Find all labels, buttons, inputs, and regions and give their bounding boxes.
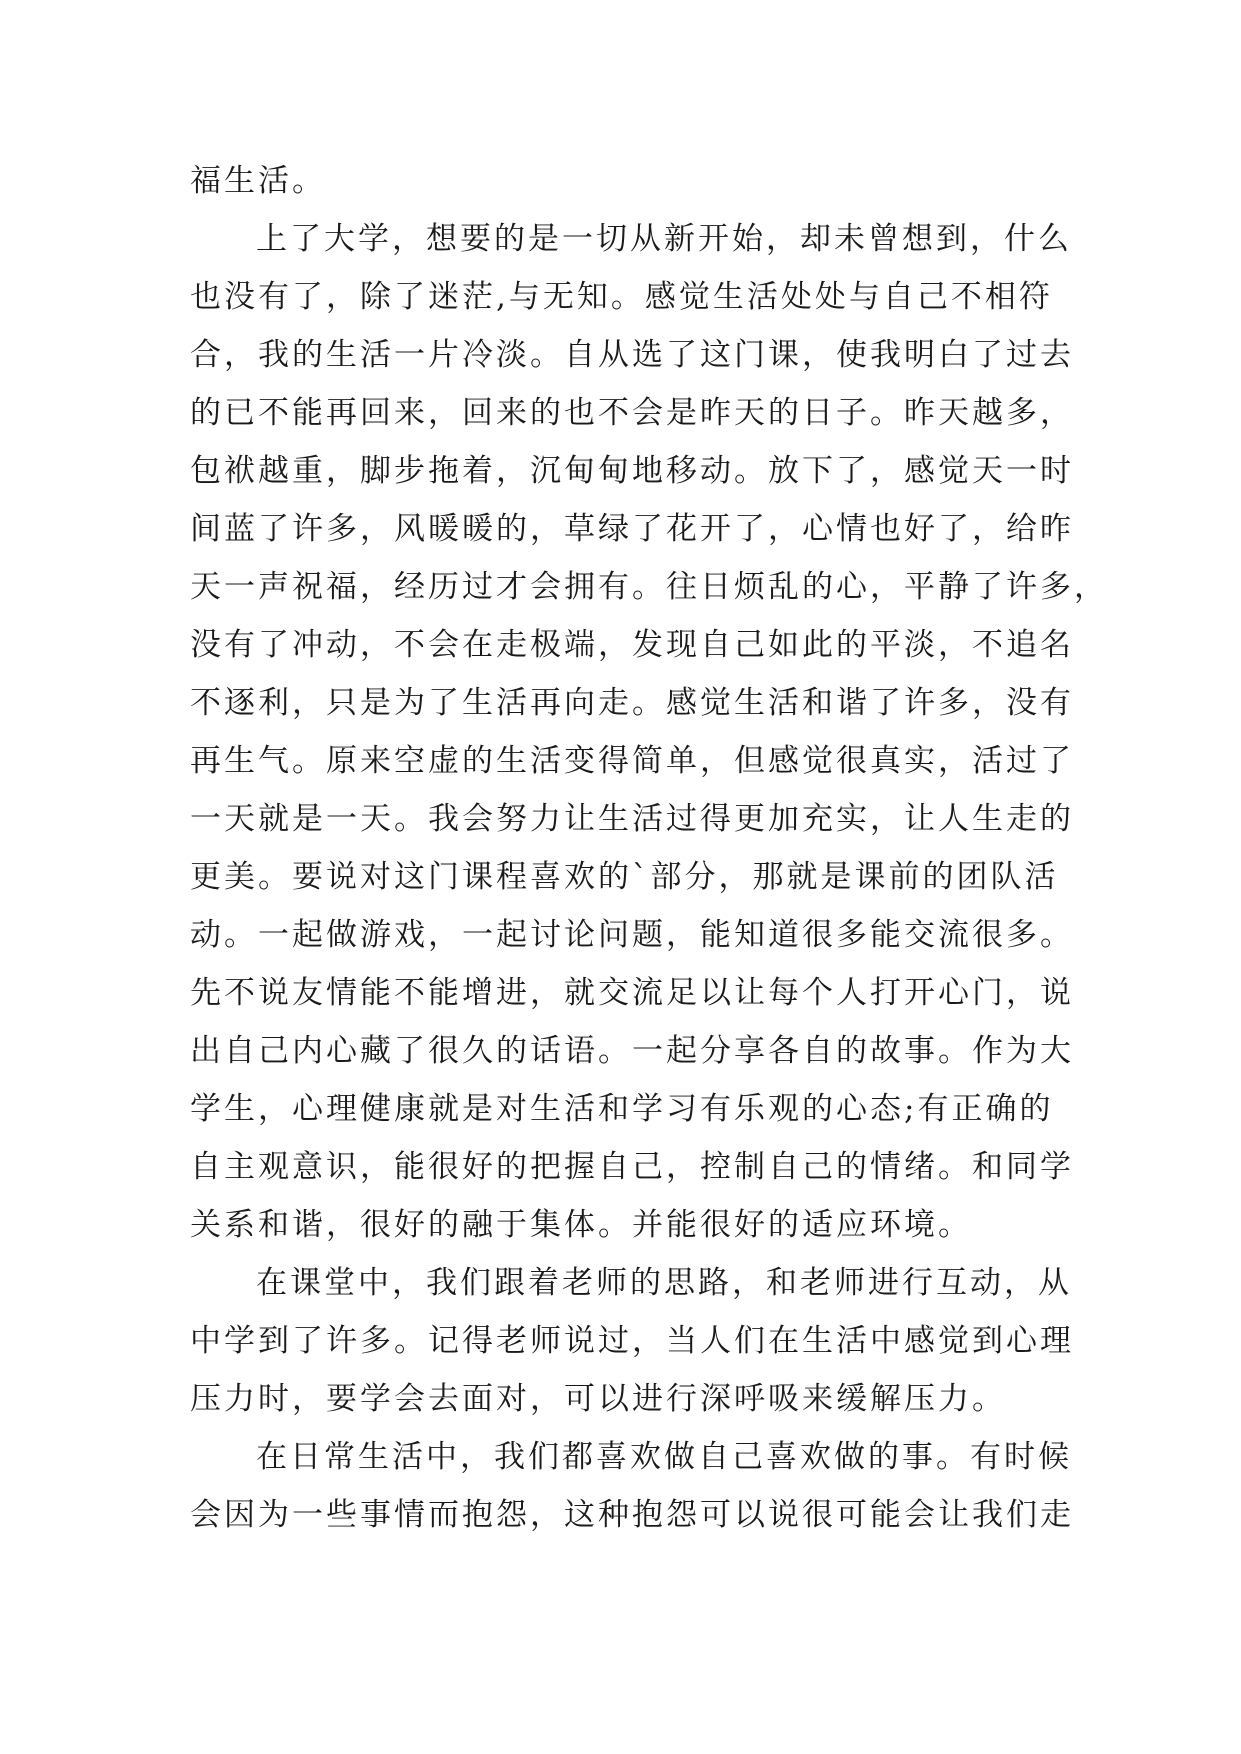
text-line: 没有了冲动，不会在走极端，发现自己如此的平淡，不追名 <box>190 627 1074 663</box>
text-line: 福生活。 <box>190 163 326 199</box>
paragraph-2 <box>190 210 1108 1254</box>
text-line: 动。一起做游戏，一起讨论问题，能知道很多能交流很多。 <box>190 917 1074 953</box>
text-line: 一天就是一天。我会努力让生活过得更加充实，让人生走的 <box>190 801 1074 837</box>
text-line: 不逐利，只是为了生活再向走。感觉生活和谐了许多，没有 <box>190 685 1074 721</box>
text-line: 间蓝了许多，风暖暖的，草绿了花开了，心情也好了，给昨 <box>190 511 1074 547</box>
text-line: 天一声祝福，经历过才会拥有。往日烦乱的心，平静了许多， <box>190 569 1108 605</box>
text-line: 再生气。原来空虚的生活变得简单，但感觉很真实，活过了 <box>190 743 1074 779</box>
paragraph-1 <box>190 152 1070 210</box>
document-body <box>190 152 1108 1544</box>
text-line: 包袱越重，脚步拖着，沉甸甸地移动。放下了，感觉天一时 <box>190 453 1074 489</box>
text-line: 压力时，要学会去面对，可以进行深呼吸来缓解压力。 <box>190 1381 1006 1417</box>
text-line: 自主观意识，能很好的把握自己，控制自己的情绪。和同学 <box>190 1149 1074 1185</box>
paragraph-4 <box>190 1428 1074 1544</box>
text-line: 关系和谐，很好的融于集体。并能很好的适应环境。 <box>190 1207 972 1243</box>
text-line: 中学到了许多。记得老师说过，当人们在生活中感觉到心理 <box>190 1323 1074 1359</box>
text-line: 更美。要说对这门课程喜欢的`部分，那就是课前的团队活 <box>190 859 1059 895</box>
text-line: 学生，心理健康就是对生活和学习有乐观的心态;有正确的 <box>190 1091 1054 1127</box>
paragraph-3 <box>190 1254 1074 1428</box>
text-line: 合，我的生活一片冷淡。自从选了这门课，使我明白了过去 <box>190 337 1074 373</box>
text-line: 也没有了，除了迷茫,与无知。感觉生活处处与自己不相符 <box>190 279 1053 315</box>
text-line: 出自己内心藏了很久的话语。一起分享各自的故事。作为大 <box>190 1033 1074 1069</box>
text-line: 会因为一些事情而抱怨，这种抱怨可以说很可能会让我们走 <box>190 1497 1074 1533</box>
text-line: 在课堂中，我们跟着老师的思路，和老师进行互动，从 <box>256 1265 1072 1301</box>
text-line: 先不说友情能不能增进，就交流足以让每个人打开心门，说 <box>190 975 1074 1011</box>
text-line: 上了大学，想要的是一切从新开始，却未曾想到，什么 <box>256 221 1072 257</box>
text-line: 的已不能再回来，回来的也不会是昨天的日子。昨天越多， <box>190 395 1074 431</box>
text-line: 在日常生活中，我们都喜欢做自己喜欢做的事。有时候 <box>256 1439 1072 1475</box>
